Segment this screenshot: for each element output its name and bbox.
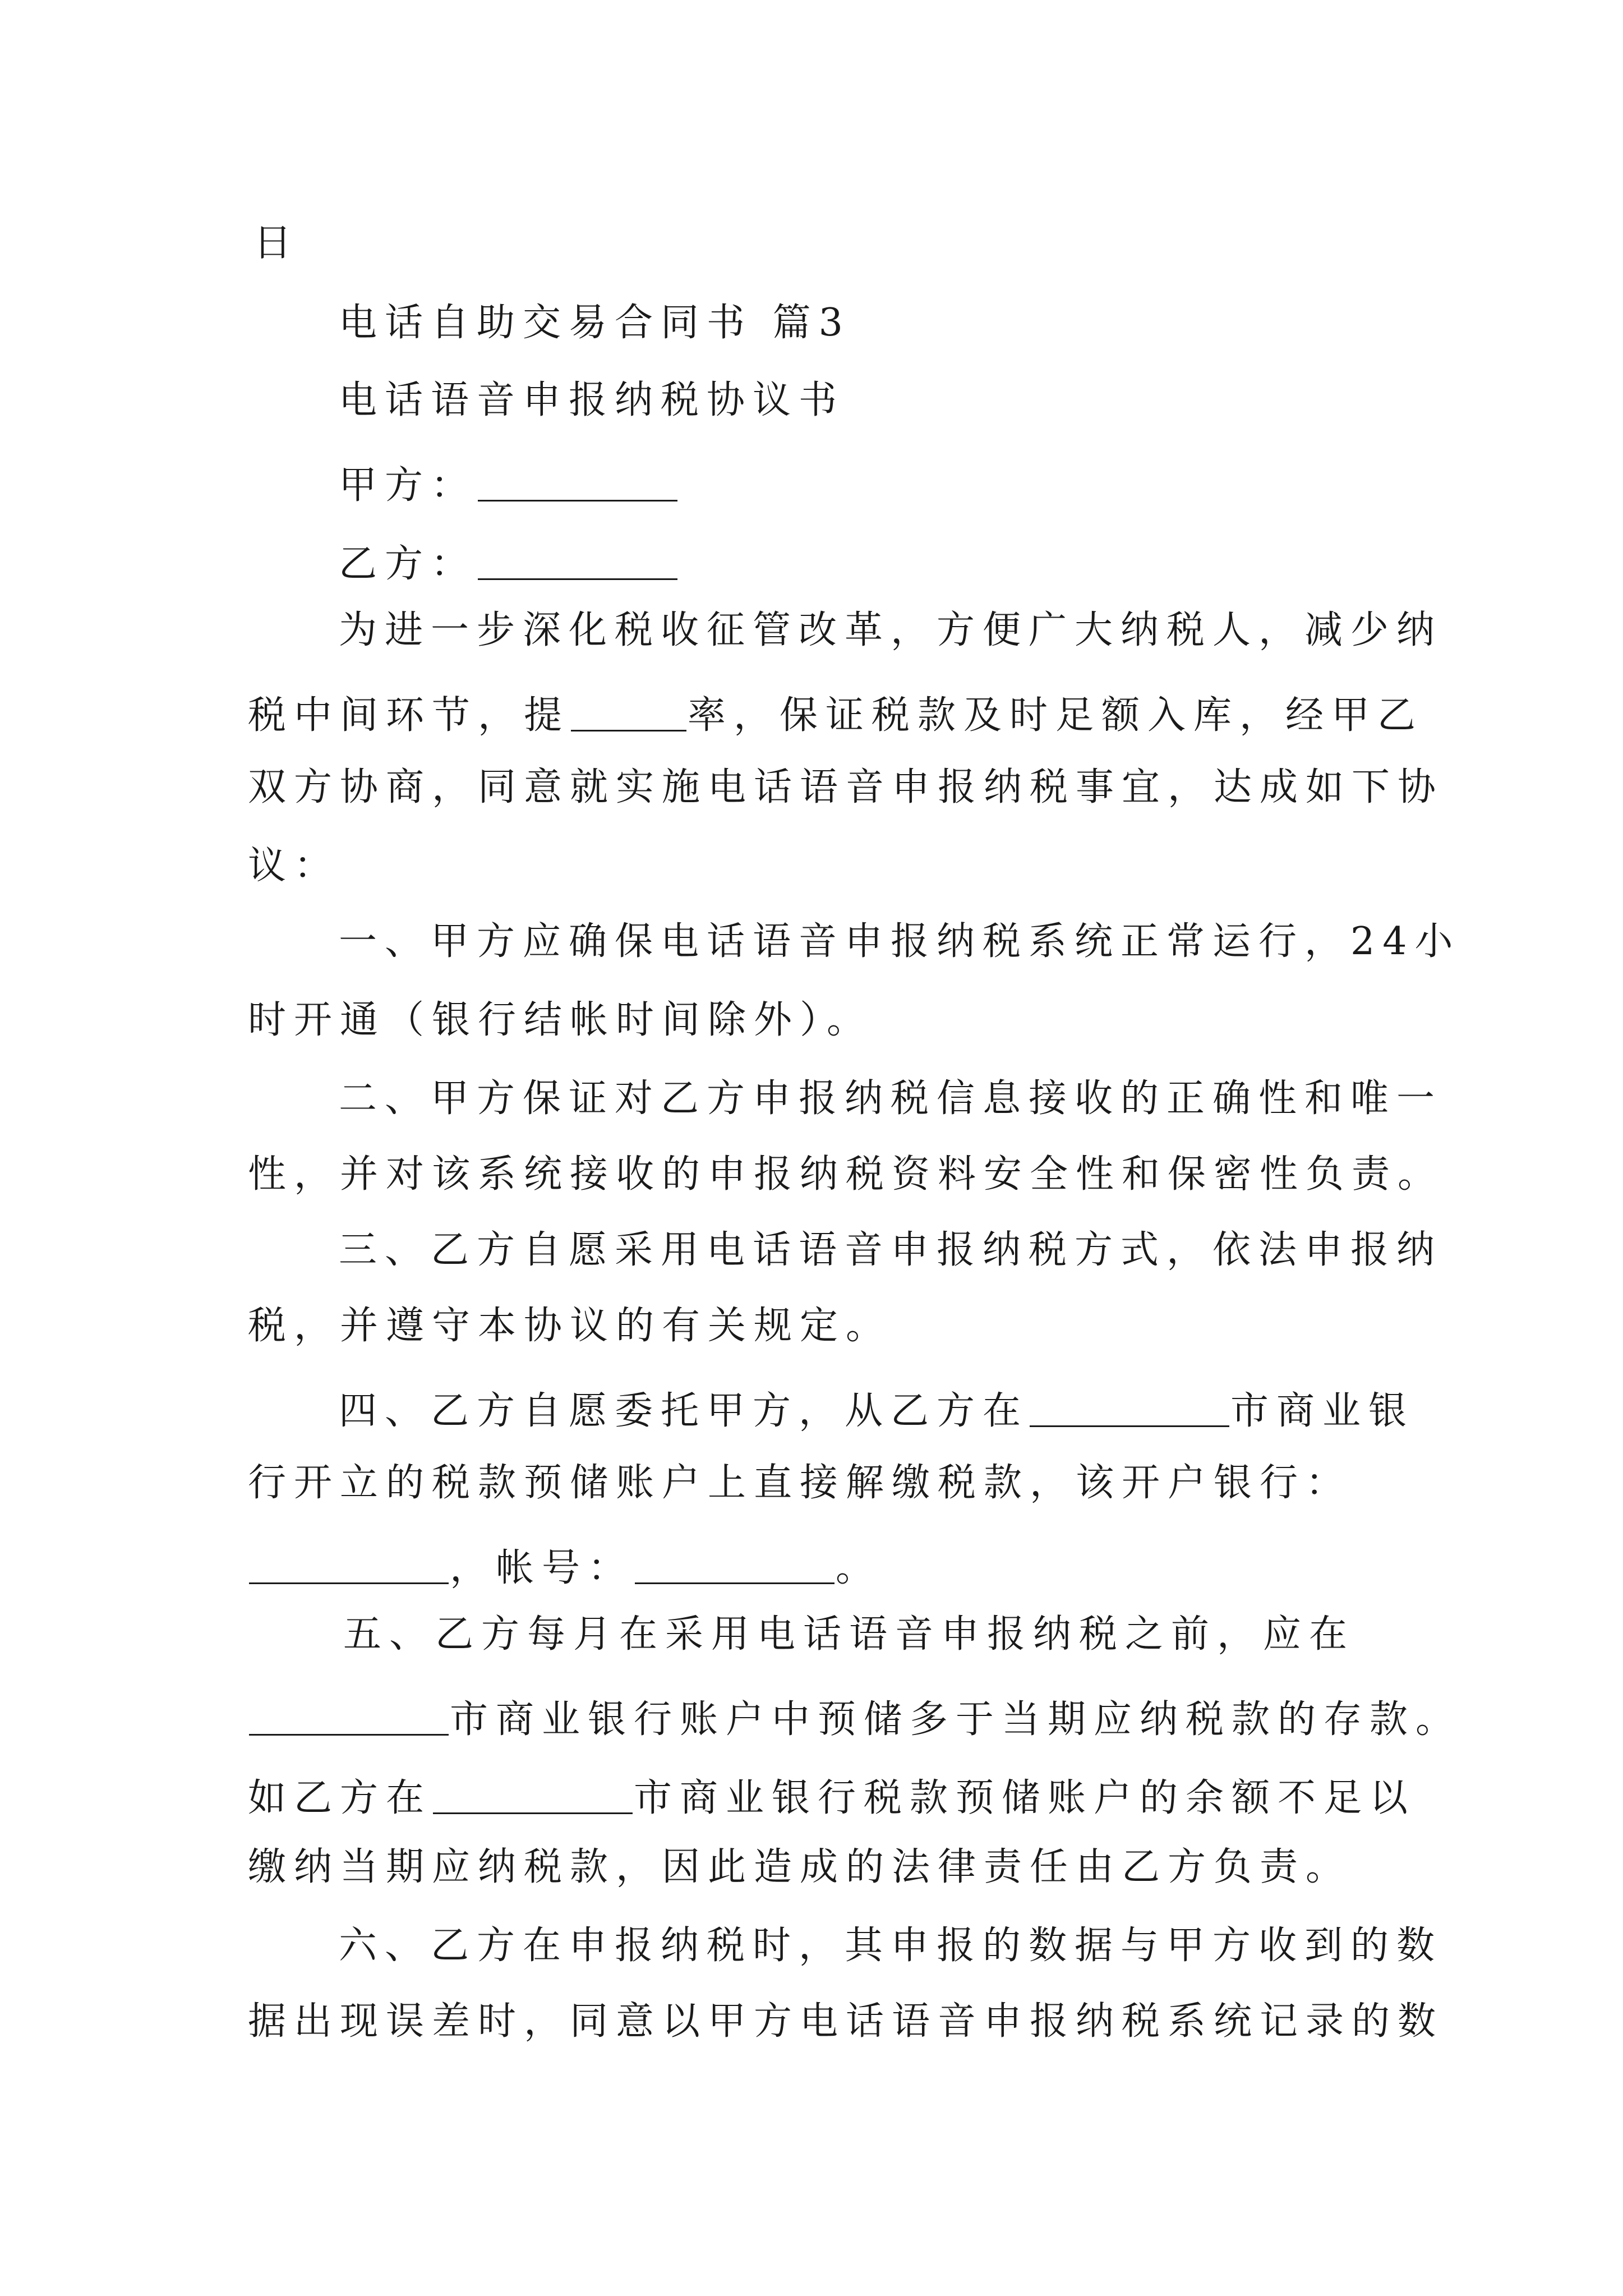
- party-b-label: 乙方：: [339, 542, 477, 586]
- party-b-line: [339, 539, 679, 586]
- clause-4-text-1b: 市商业银: [1230, 1389, 1415, 1433]
- clause-3-text-1: 三、乙方自愿采用电话语音申报纳税方式，依法申报纳: [339, 1228, 1443, 1272]
- contract-heading-text: 电话自助交易合同书 篇3: [339, 301, 851, 345]
- clause-4-period: 。: [836, 1546, 882, 1590]
- clause-5-text-4: 缴纳当期应纳税款，因此造成的法律责任由乙方负责。: [248, 1845, 1352, 1889]
- clause-4-text-2: 行开立的税款预储账户上直接解缴税款，该开户银行：: [248, 1461, 1352, 1505]
- clause-1-line-2: [248, 998, 873, 1042]
- clause-3-line-1: [339, 1228, 1443, 1272]
- agreement-title-text: 电话语音申报纳税协议书: [339, 378, 845, 422]
- clause-4-line-2: [248, 1461, 1352, 1505]
- clause-5-text-1: 五、乙方每月在采用电话语音申报纳税之前，应在: [343, 1612, 1355, 1657]
- clause-6-line-2: [248, 1999, 1444, 2044]
- account-number-label: ，帐号：: [450, 1546, 634, 1590]
- clause-6-text-2: 据出现误差时，同意以甲方电话语音申报纳税系统记录的数: [248, 1999, 1444, 2044]
- preamble-line-2: [248, 690, 1424, 738]
- party-b-blank: [477, 539, 679, 577]
- preamble-text-2a: 税中间环节，提: [248, 693, 570, 738]
- clause-4-line-1: [339, 1386, 1415, 1433]
- preamble-line-1: [339, 608, 1443, 652]
- city-blank-3: [432, 1773, 634, 1811]
- account-number-blank: [634, 1543, 836, 1581]
- preamble-text-3: 双方协商，同意就实施电话语音申报纳税事宜，达成如下协: [248, 765, 1444, 809]
- clause-1-text-1: 一、甲方应确保电话语音申报纳税系统正常运行，24小: [339, 919, 1461, 964]
- city-blank-2: [248, 1694, 450, 1732]
- clause-4-line-3: [248, 1543, 882, 1588]
- party-a-line: [339, 460, 679, 508]
- party-a-label: 甲方：: [339, 463, 477, 508]
- clause-1-text-2: 时开通（银行结帐时间除外）。: [248, 998, 873, 1042]
- clause-5-line-2: [248, 1694, 1462, 1742]
- clause-2-line-1: [339, 1076, 1443, 1121]
- clause-6-text-1: 六、乙方在申报纳税时，其申报的数据与甲方收到的数: [339, 1924, 1443, 1968]
- clause-5-text-3b: 市商业银行税款预储账户的余额不足以: [634, 1776, 1416, 1820]
- contract-heading: [339, 301, 851, 345]
- clause-6-line-1: [339, 1924, 1443, 1968]
- efficiency-blank: [570, 690, 688, 728]
- date-fragment: [253, 221, 300, 265]
- preamble-line-3: [248, 765, 1444, 809]
- clause-4-text-1a: 四、乙方自愿委托甲方，从乙方在: [339, 1389, 1029, 1433]
- date-fragment-text: 日: [253, 221, 300, 265]
- clause-3-line-2: [248, 1304, 892, 1348]
- preamble-text-4: 议：: [248, 844, 340, 888]
- clause-5-text-3a: 如乙方在: [248, 1776, 432, 1820]
- city-blank-1: [1029, 1386, 1230, 1424]
- clause-1-line-1: [339, 919, 1461, 964]
- clause-2-text-2: 性，并对该系统接收的申报纳税资料安全性和保密性负责。: [248, 1152, 1444, 1197]
- clause-5-text-2: 市商业银行账户中预储多于当期应纳税款的存款。: [450, 1697, 1462, 1742]
- clause-3-text-2: 税，并遵守本协议的有关规定。: [248, 1304, 892, 1348]
- party-a-blank: [477, 460, 679, 498]
- preamble-text-1: 为进一步深化税收征管改革，方便广大纳税人，减少纳: [339, 608, 1443, 652]
- clause-2-line-2: [248, 1152, 1444, 1197]
- bank-name-blank: [248, 1543, 450, 1581]
- preamble-line-4: [248, 844, 340, 888]
- agreement-title: [339, 378, 845, 422]
- clause-5-line-4: [248, 1845, 1352, 1889]
- clause-5-line-1: [343, 1612, 1355, 1657]
- clause-5-line-3: [248, 1773, 1415, 1818]
- preamble-text-2b: 率，保证税款及时足额入库，经甲乙: [688, 693, 1424, 738]
- clause-2-text-1: 二、甲方保证对乙方申报纳税信息接收的正确性和唯一: [339, 1076, 1443, 1121]
